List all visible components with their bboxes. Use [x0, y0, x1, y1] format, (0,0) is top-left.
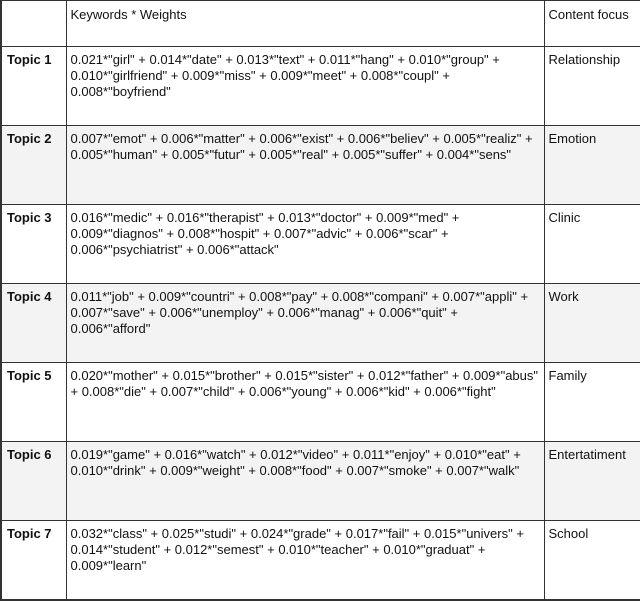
table-row: [1, 205, 640, 284]
content-focus-cell: Clinic: [544, 205, 640, 284]
keywords-cell: 0.020*"mother" + 0.015*"brother" + 0.015*"sister" + 0.012*"father" + 0.009*"abus" + 0.008*"die" + 0.007*"child" + 0.006*"young" + 0.006*"kid" + 0.006*"fight": [66, 363, 544, 442]
topic-cell: Topic 3: [1, 205, 66, 284]
header-row: [1, 1, 640, 47]
content-focus-cell: Entertatiment: [544, 442, 640, 521]
topic-cell: Topic 2: [1, 126, 66, 205]
keywords-cell: 0.016*"medic" + 0.016*"therapist" + 0.013*"doctor" + 0.009*"med" + 0.009*"diagnos" + 0.008*"hospit" + 0.007*"advic" + 0.006*"scar" + 0.006*"psychiatrist" + 0.006*"attack": [66, 205, 544, 284]
topic-cell: Topic 5: [1, 363, 66, 442]
topic-cell: Topic 7: [1, 521, 66, 601]
table-row: [1, 47, 640, 126]
keywords-cell: 0.019*"game" + 0.016*"watch" + 0.012*"video" + 0.011*"enjoy" + 0.010*"eat" + 0.010*"drink" + 0.009*"weight" + 0.008*"food" + 0.007*"smoke" + 0.007*"walk": [66, 442, 544, 521]
keywords-cell: 0.011*"job" + 0.009*"countri" + 0.008*"pay" + 0.008*"compani" + 0.007*"appli" + 0.007*"save" + 0.006*"unemploy" + 0.006*"manag" + 0.006*"quit" + 0.006*"afford": [66, 284, 544, 363]
keywords-cell: 0.007*"emot" + 0.006*"matter" + 0.006*"exist" + 0.006*"believ" + 0.005*"realiz" + 0.005*"human" + 0.005*"futur" + 0.005*"real" + 0.005*"suffer" + 0.004*"sens": [66, 126, 544, 205]
keywords-cell: 0.021*"girl" + 0.014*"date" + 0.013*"text" + 0.011*"hang" + 0.010*"group" + 0.010*"girlfriend" + 0.009*"miss" + 0.009*"meet" + 0.008*"coupl" + 0.008*"boyfriend": [66, 47, 544, 126]
topic-cell: Topic 1: [1, 47, 66, 126]
content-focus-cell: School: [544, 521, 640, 601]
topic-cell: Topic 4: [1, 284, 66, 363]
keywords-cell: 0.032*"class" + 0.025*"studi" + 0.024*"grade" + 0.017*"fail" + 0.015*"univers" + 0.014*"student" + 0.012*"semest" + 0.010*"teacher" + 0.010*"graduat" + 0.009*"learn": [66, 521, 544, 601]
table-row: [1, 284, 640, 363]
table-row: [1, 442, 640, 521]
table-row: [1, 363, 640, 442]
header-topic: [1, 1, 66, 47]
content-focus-cell: Family: [544, 363, 640, 442]
topic-cell: Topic 6: [1, 442, 66, 521]
table-row: [1, 521, 640, 601]
content-focus-cell: Relationship: [544, 47, 640, 126]
content-focus-cell: Work: [544, 284, 640, 363]
content-focus-cell: Emotion: [544, 126, 640, 205]
header-keywords: Keywords * Weights: [66, 1, 544, 47]
header-focus: Content focus: [544, 1, 640, 47]
table-row: [1, 126, 640, 205]
